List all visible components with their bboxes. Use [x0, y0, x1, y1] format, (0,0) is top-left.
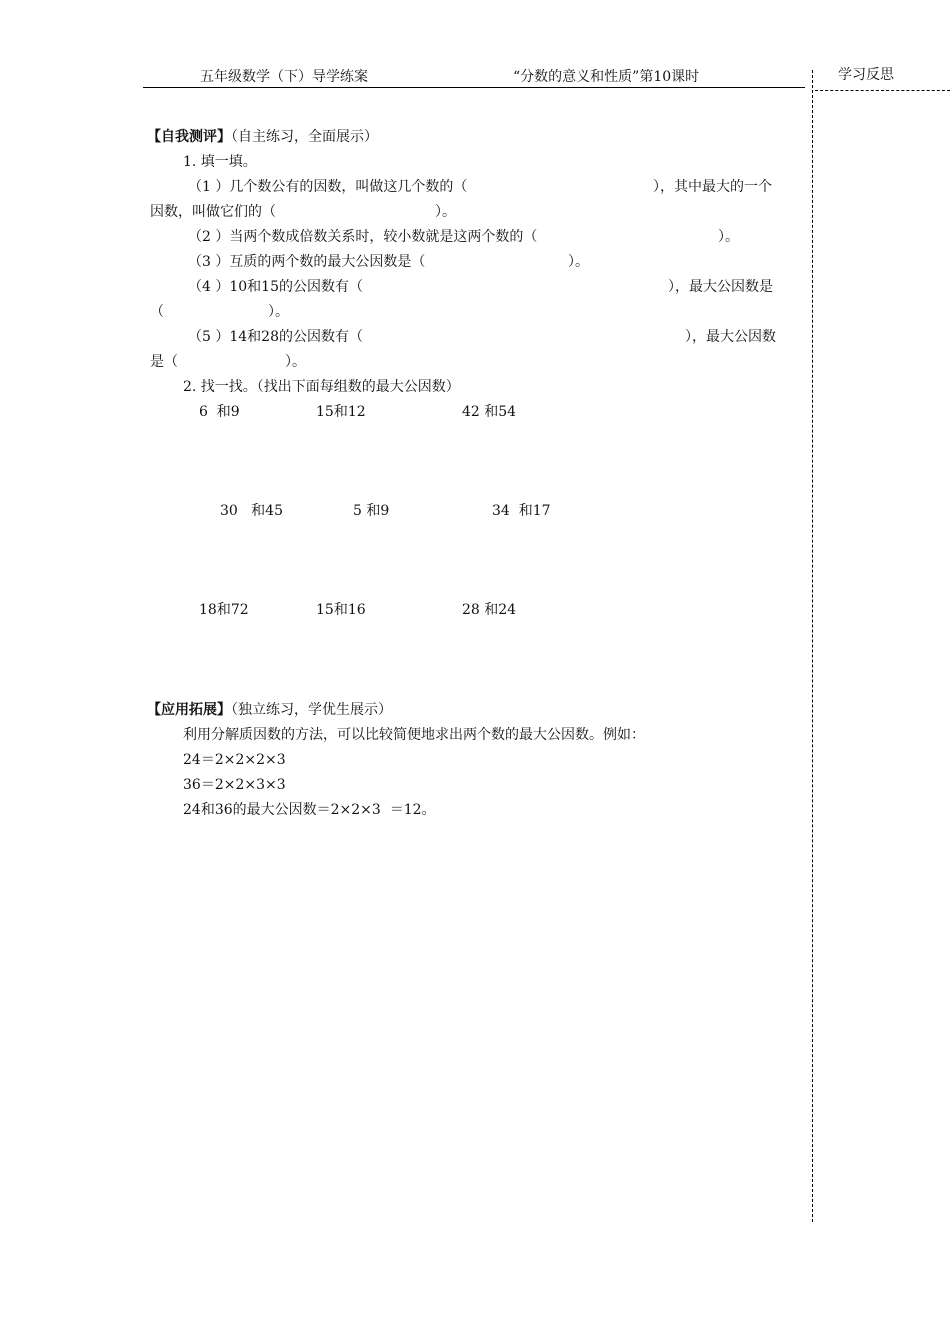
q1-5-text-b: ），最大公因数 — [685, 329, 776, 345]
pair-6-9: 6 和9 — [199, 404, 240, 420]
pair-42-54: 42 和54 — [462, 404, 517, 420]
extension-note: （独立练习，学优生展示） — [231, 702, 392, 718]
pair-34-17: 34 和17 — [492, 503, 551, 519]
q1-1-text-c: 因数，叫做它们的（ — [150, 204, 276, 220]
extension-title: 【应用拓展】 — [147, 702, 231, 718]
q1-4-text-d: ）。 — [268, 304, 289, 320]
reflection-column-divider — [812, 70, 813, 1222]
q1-5-text-a: （5 ）14和28的公因数有（ — [188, 329, 363, 345]
q1-4-text-a: （4 ）10和15的公因数有（ — [188, 279, 363, 295]
header-left-title: 五年级数学（下）导学练案 — [200, 69, 368, 85]
q2-title: 2. 找一找。（找出下面每组数的最大公因数） — [183, 379, 460, 395]
pair-28-24: 28 和24 — [462, 602, 517, 618]
factorization-24: 24＝2×2×2×3 — [183, 752, 286, 768]
q1-4-text-c: （ — [150, 304, 164, 320]
pair-18-72: 18和72 — [199, 602, 249, 618]
self-test-title: 【自我测评】 — [147, 129, 231, 145]
q1-5-text-c: 是（ — [150, 354, 178, 370]
q1-3-text-b: ）。 — [568, 254, 589, 270]
self-test-heading — [147, 128, 378, 146]
reflection-header-rule — [815, 90, 950, 91]
pair-15-16: 15和16 — [316, 602, 366, 618]
pair-5-9: 5 和9 — [353, 503, 390, 519]
q1-4-text-b: ），最大公因数是 — [668, 279, 773, 295]
q1-5-text-d: ）。 — [285, 354, 306, 370]
header-rule — [143, 87, 805, 88]
q1-1-text-d: ）。 — [435, 204, 456, 220]
header-reflection-label: 学习反思 — [838, 67, 894, 83]
extension-intro: 利用分解质因数的方法，可以比较简便地求出两个数的最大公因数。例如： — [183, 727, 645, 743]
q1-3-text-a: （3 ）互质的两个数的最大公因数是（ — [188, 254, 426, 270]
gcd-result: 24和36的最大公因数＝2×2×3 ＝12。 — [183, 802, 436, 818]
factorization-36: 36＝2×2×3×3 — [183, 777, 286, 793]
pair-15-12: 15和12 — [316, 404, 366, 420]
extension-heading — [147, 701, 392, 719]
q1-2-text-a: （2 ）当两个数成倍数关系时，较小数就是这两个数的（ — [188, 229, 538, 245]
pair-30-45: 30 和45 — [220, 503, 283, 519]
self-test-note: （自主练习，全面展示） — [231, 129, 378, 145]
header-lesson-title: “分数的意义和性质”第10课时 — [513, 69, 700, 85]
q1-2-text-b: ）。 — [718, 229, 739, 245]
q1-1-text-a: （1 ）几个数公有的因数，叫做这几个数的（ — [188, 179, 468, 195]
q1-1-text-b: ），其中最大的一个 — [653, 179, 772, 195]
q1-title: 1. 填一填。 — [183, 154, 257, 170]
